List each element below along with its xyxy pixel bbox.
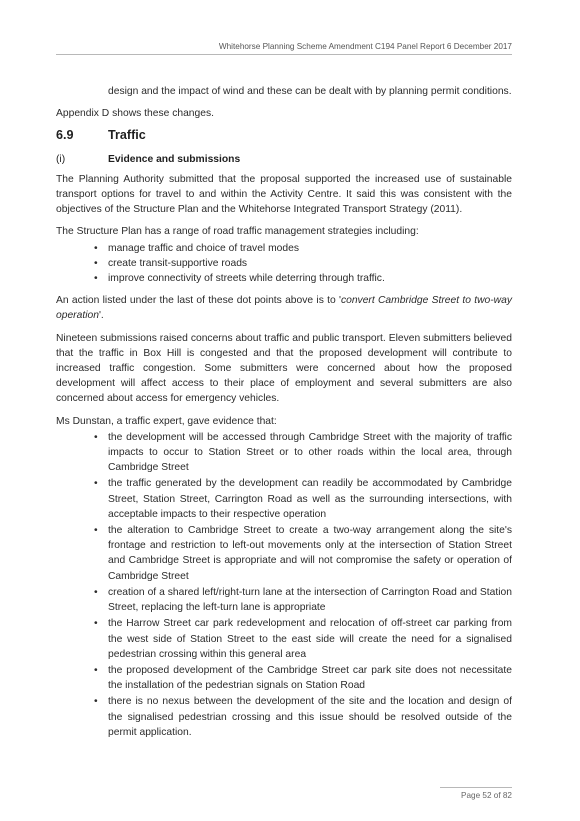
section-title: Traffic <box>108 128 146 143</box>
list-item: • creation of a shared left/right-turn lane at the intersection of Carrington Road and Station Street, replacing the left-turn lane is appropriate <box>56 585 512 615</box>
subsection-heading <box>56 152 512 167</box>
action-suffix: '. <box>98 310 104 322</box>
continued-paragraph: design and the impact of wind and these can be dealt with by planning permit conditions. <box>108 86 512 97</box>
subsection-number: (i) <box>56 153 66 165</box>
paragraph-structure-plan: The Structure Plan has a range of road traffic management strategies including: <box>56 226 419 238</box>
section-number: 6.9 <box>56 128 74 143</box>
section-heading <box>56 128 512 143</box>
list-item: • the traffic generated by the development can readily be accommodated by Cambridge Street, Station Street, Carrington Road as well as the surrounding intersections, with acceptable impacts to their respective operation <box>56 476 512 522</box>
action-quote: convert Cambridge Street to two-way operation <box>56 295 512 322</box>
running-header: Whitehorse Planning Scheme Amendment C194 Panel Report 6 December 2017 <box>56 42 512 55</box>
subsection-title: Evidence and submissions <box>108 153 241 165</box>
list-item: • manage traffic and choice of travel modes <box>56 241 512 256</box>
list-item: • create transit-supportive roads <box>56 256 512 271</box>
page-content <box>56 84 512 747</box>
appendix-note: Appendix D shows these changes. <box>56 108 214 120</box>
paragraph-submissions: Nineteen submissions raised concerns about traffic and public transport. Eleven submitters believed that the traffic in Box Hill is congested and that the proposed development will contribute to increased traffic congestion. Some submitters were concerned about how the proposed development will affect access to their place of employment and several submitters are also concerned about access for emergency vehicles. <box>56 332 512 405</box>
paragraph-expert-intro: Ms Dunstan, a traffic expert, gave evidence that: <box>56 415 277 427</box>
list-item: • there is no nexus between the development of the site and the location and design of the signalised pedestrian crossing and this issue should be resolved outside of the permit application. <box>56 694 512 740</box>
page-number: Page 52 of 82 <box>440 787 512 800</box>
list-item: • the development will be accessed through Cambridge Street with the majority of traffic impacts to occur to Station Street or to other roads within the local area, through Cambridge Street <box>56 430 512 476</box>
evidence-list <box>56 430 512 740</box>
list-item: • improve connectivity of streets while deterring through traffic. <box>56 271 512 286</box>
strategies-list <box>56 241 512 287</box>
paragraph-planning-authority: The Planning Authority submitted that the proposal supported the increased use of sustainable transport options for travel to and within the Activity Centre. It said this was consistent with the objectives of the Structure Plan and the Whitehorse Integrated Transport Strategy (2011). <box>56 173 512 216</box>
list-item: • the alteration to Cambridge Street to create a two-way arrangement along the site's frontage and restriction to left-out movements only at the intersection of Station Street and Cambridge Street is appropriate and will not compromise the safety or operation of Cambridge Street <box>56 523 512 584</box>
list-item: • the Harrow Street car park redevelopment and relocation of off-street car parking from the west side of Station Street to the east side will create the need for a signalised pedestrian crossing within this general area <box>56 616 512 662</box>
action-prefix: An action listed under the last of these dot points above is to ' <box>56 295 341 307</box>
list-item: • the proposed development of the Cambridge Street car park site does not necessitate the installation of the pedestrian signals on Station Road <box>56 663 512 693</box>
paragraph-action <box>56 293 512 323</box>
